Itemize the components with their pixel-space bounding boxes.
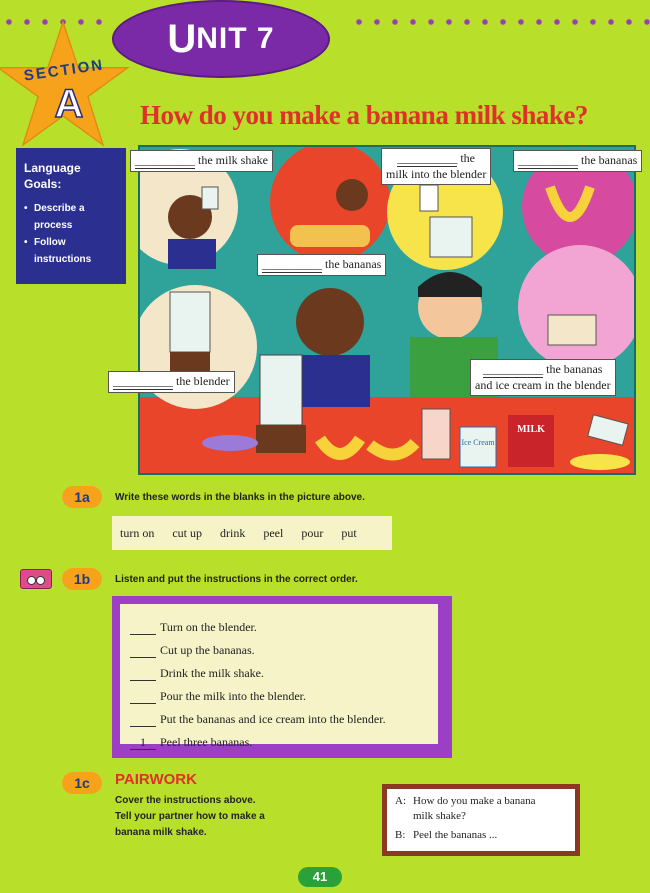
label-peel [513, 150, 642, 172]
center-boy-head [296, 288, 364, 356]
milk-carton-label: MILK [517, 424, 545, 435]
blender-jar-small [170, 292, 210, 352]
ice-cream-tub [460, 427, 496, 467]
glasses-boy-hair [418, 272, 482, 297]
ordering-line-text: Pour the milk into the blender. [160, 689, 306, 703]
dialog-line-b [395, 828, 567, 843]
section-label: SECTION [22, 56, 106, 85]
dialog-box [382, 784, 580, 856]
pairwork-heading: PAIRWORK [115, 771, 197, 788]
label-put-text: the bananas [546, 362, 603, 376]
milkshake-glass [422, 409, 450, 459]
order-number-blank[interactable]: 1 [130, 736, 156, 750]
order-number-blank[interactable] [130, 713, 156, 727]
large-blender-base [256, 425, 306, 453]
decorative-dots-right [350, 18, 650, 26]
exercise-1a-badge: 1a [62, 486, 102, 508]
language-goals-list [24, 200, 118, 268]
word-bank [112, 516, 392, 550]
ordering-line-text: Put the bananas and ice cream into the blender. [160, 712, 386, 726]
language-goal-item: • Follow instructions [24, 234, 118, 268]
order-number-blank[interactable] [130, 667, 156, 681]
dialog-line-a [395, 794, 567, 809]
label-turn-on [108, 371, 235, 393]
pairwork-line: banana milk shake. [115, 827, 207, 838]
dialog-content [387, 789, 575, 851]
ordering-line-text: Cut up the bananas. [160, 643, 255, 657]
pairwork-line: Cover the instructions above. [115, 795, 256, 806]
ordering-line [130, 639, 428, 662]
label-pour [381, 148, 491, 185]
ordering-line [130, 662, 428, 685]
ice-cream-circle [518, 245, 636, 369]
ordering-exercise-box [112, 596, 452, 758]
cassette-tape-icon[interactable] [20, 569, 52, 589]
milk-carton-small [420, 185, 438, 211]
pairwork-line: Tell your partner how to make a [115, 811, 265, 822]
exercise-1a-instruction: Write these words in the blanks in the picture above. [115, 492, 365, 503]
exercise-1b-instruction: Listen and put the instructions in the correct order. [115, 574, 358, 585]
label-cut [257, 254, 386, 276]
blank-peel[interactable]: __________ [518, 153, 578, 167]
exercise-1c-badge: 1c [62, 772, 102, 794]
spilled-milk [570, 454, 630, 470]
ordering-line [130, 731, 428, 754]
language-goals-panel [16, 148, 126, 284]
order-number-blank[interactable] [130, 644, 156, 658]
speaker-label: B: [395, 829, 406, 841]
ice-cream-tub-label: Ice Cream [461, 438, 495, 447]
label-put [470, 359, 616, 396]
ordering-exercise-list [120, 604, 438, 749]
cutting-hand [336, 179, 368, 211]
unit-heading-initial: U [167, 16, 197, 61]
label-put-text-2: and ice cream in the blender [475, 378, 611, 392]
label-pour-text: the [460, 151, 475, 165]
table-surface [140, 397, 636, 475]
dialog-line-a-cont [395, 809, 567, 824]
label-cut-text: the bananas [325, 257, 382, 271]
word-bank-item: cut up [172, 525, 203, 540]
blender-jug-top [430, 217, 472, 257]
ordering-line [130, 616, 428, 639]
label-drink [130, 150, 273, 172]
milkshake-scene-drawing [140, 147, 636, 475]
word-bank-item: pour [301, 525, 324, 540]
unit-heading [112, 0, 330, 78]
large-blender-jar [260, 355, 302, 425]
ordering-line-text: Turn on the blender. [160, 620, 257, 634]
dialog-text: How do you make a banana [413, 795, 536, 807]
blank-drink[interactable]: __________ [135, 153, 195, 167]
language-goal-item: • Describe a process [24, 200, 118, 234]
speaker-label: A: [395, 795, 406, 807]
section-letter: A [54, 82, 84, 126]
exercise-1b-badge: 1b [62, 568, 102, 590]
milkshake-illustration [138, 145, 636, 475]
dialog-text: milk shake? [413, 810, 466, 822]
ice-cream-scoop-jar [548, 315, 596, 345]
label-drink-text: the milk shake [198, 153, 268, 167]
drinking-boy-shirt [168, 239, 216, 269]
label-turn-on-text: the blender [176, 374, 230, 388]
order-number-blank[interactable] [130, 621, 156, 635]
order-number-blank[interactable] [130, 690, 156, 704]
word-bank-item: drink [220, 525, 246, 540]
word-bank-item: put [341, 525, 357, 540]
blank-turn-on[interactable]: __________ [113, 374, 173, 388]
blank-cut[interactable]: __________ [262, 257, 322, 271]
dialog-text: Peel the bananas ... [413, 829, 498, 841]
ordering-line [130, 708, 428, 731]
ordering-line [130, 685, 428, 708]
ordering-line-text: Peel three bananas. [160, 735, 253, 749]
ordering-line-text: Drink the milk shake. [160, 666, 264, 680]
cut-bananas-plate [290, 225, 370, 247]
purple-plate [202, 435, 258, 451]
unit-heading-rest: NIT 7 [196, 22, 275, 55]
drinking-glass [202, 187, 218, 209]
blank-pour[interactable]: __________ [397, 151, 458, 165]
label-peel-text: the bananas [581, 153, 638, 167]
page-title: How do you make a banana milk shake? [140, 100, 588, 130]
word-bank-item: peel [263, 525, 284, 540]
language-goals-title: Language Goals: [24, 161, 81, 191]
milk-carton [508, 415, 554, 467]
word-bank-item: turn on [120, 525, 155, 540]
blank-put[interactable]: __________ [483, 362, 544, 376]
label-pour-text-2: milk into the blender [386, 167, 487, 181]
page-number: 41 [298, 867, 342, 887]
pairwork-instructions [115, 793, 355, 841]
